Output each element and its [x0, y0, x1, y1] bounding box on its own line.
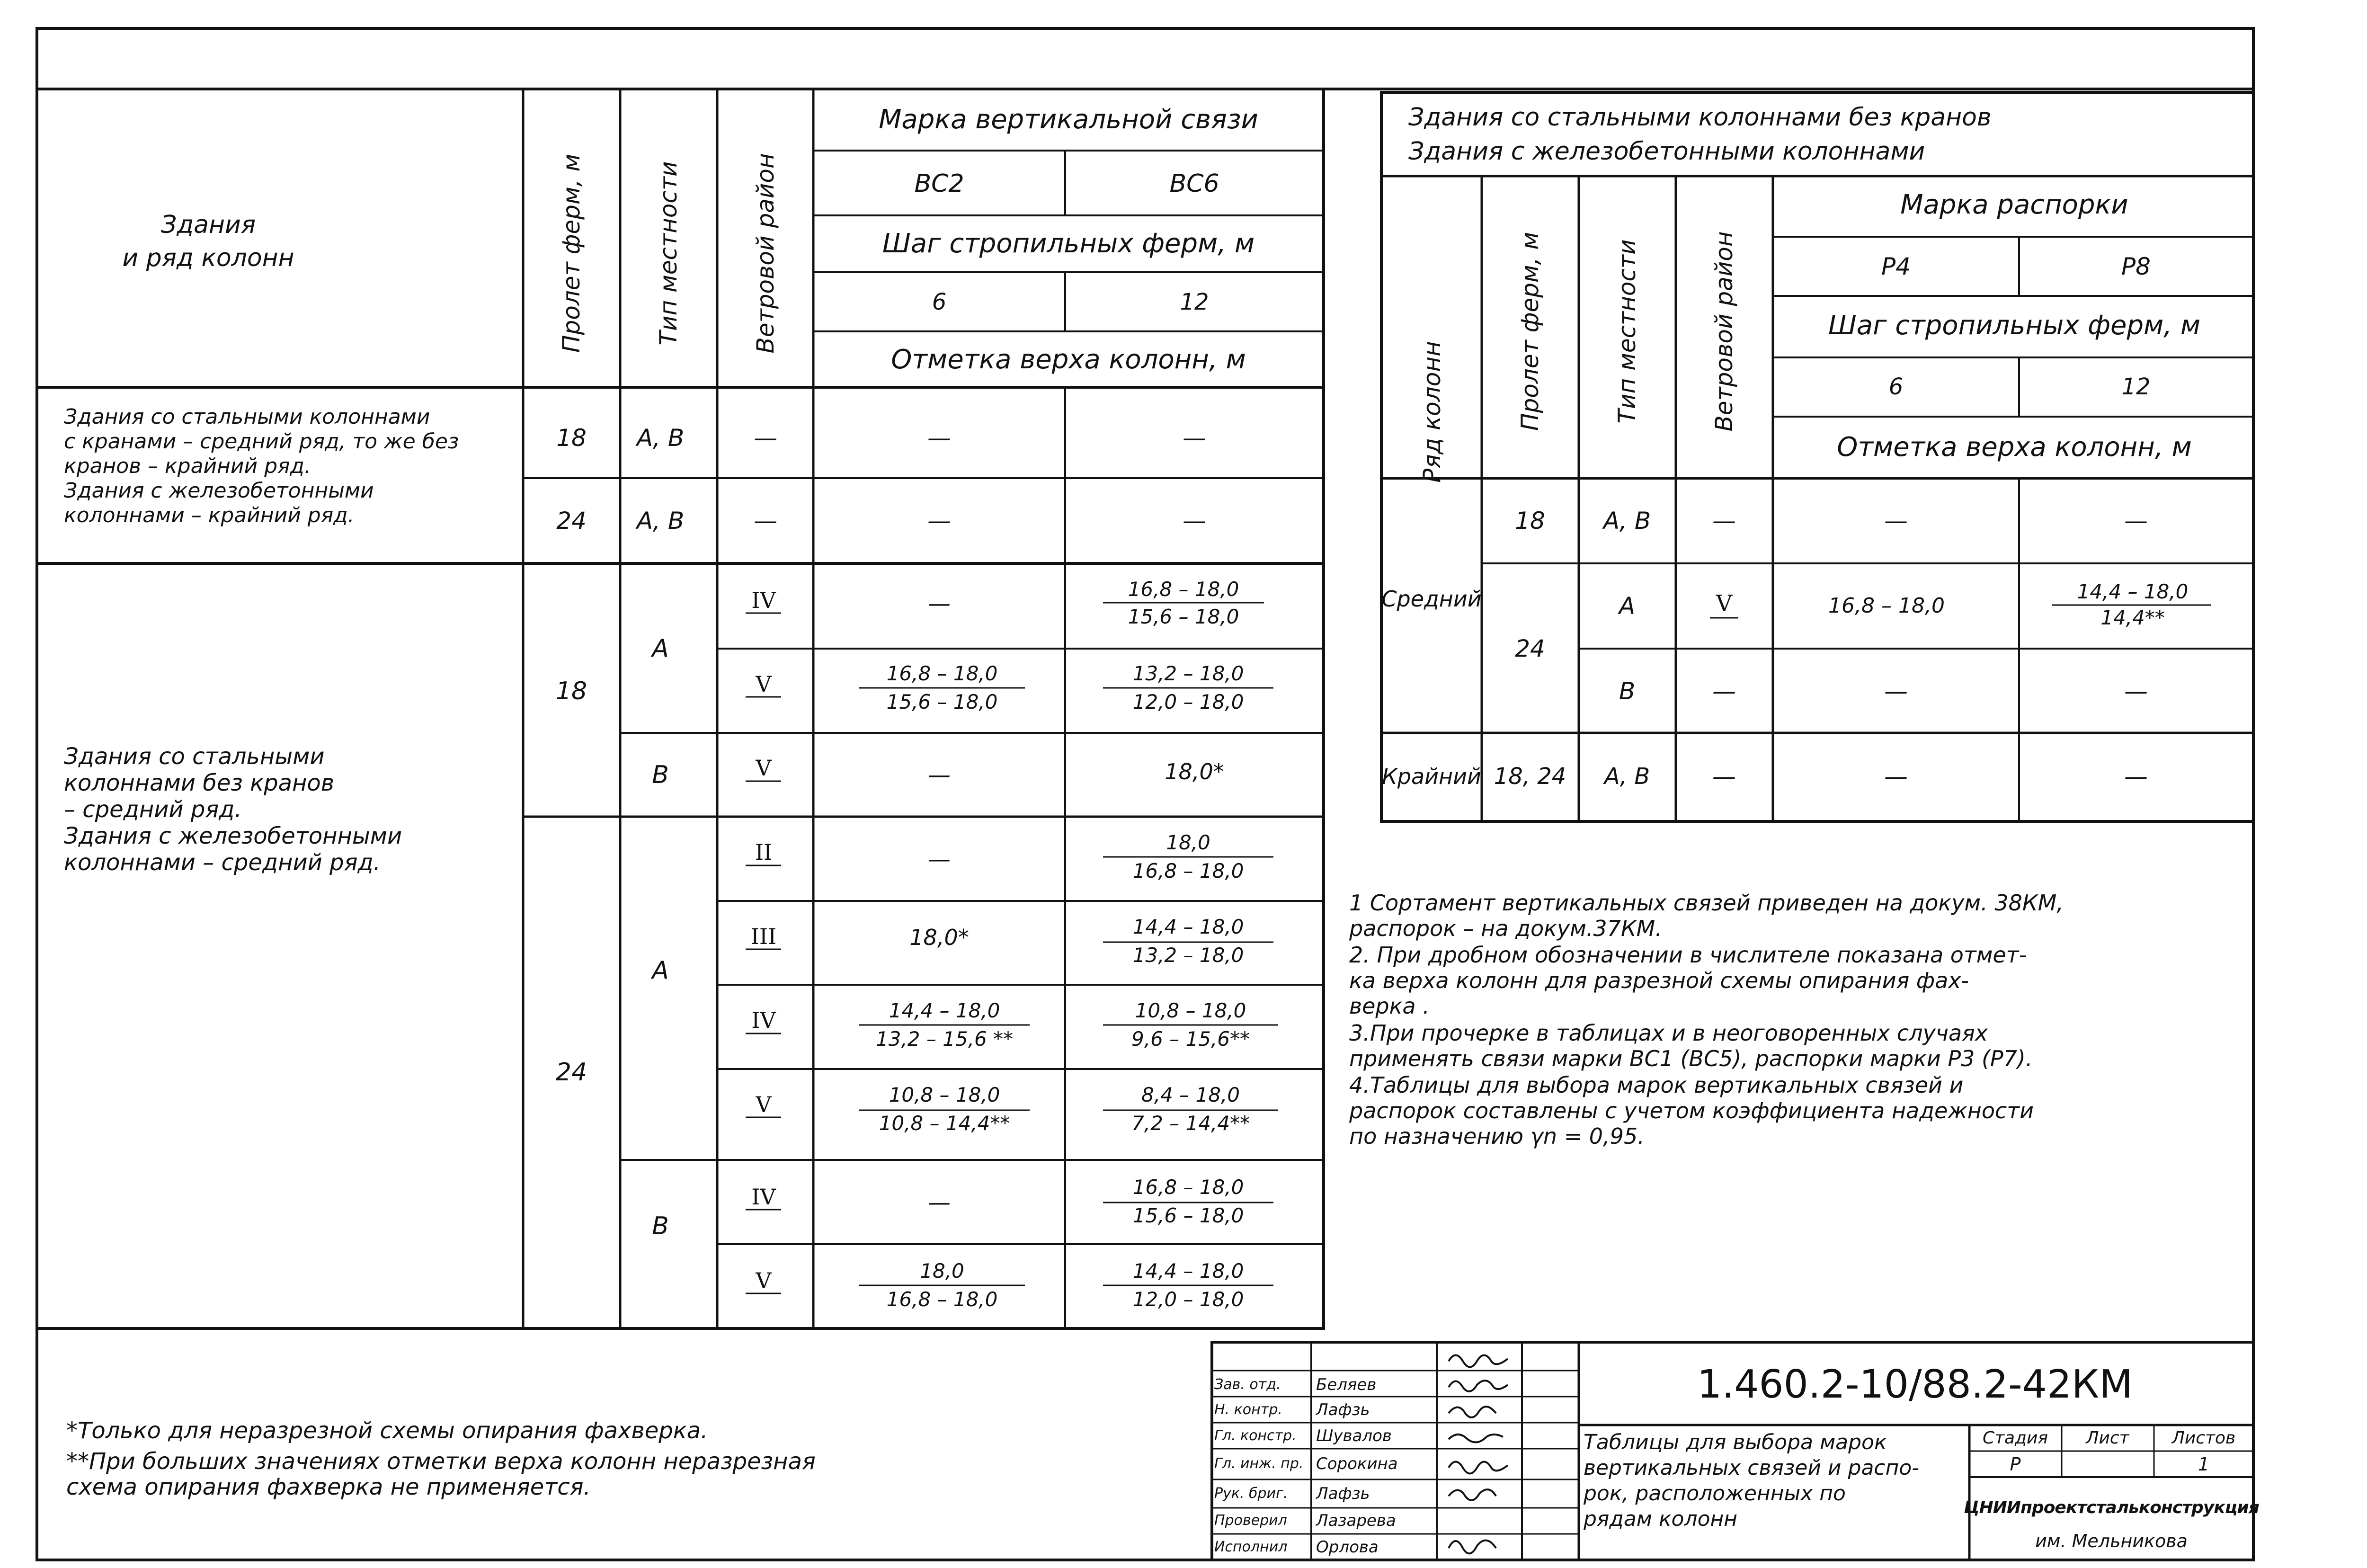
- rt-r3-a4: —: [1884, 677, 1908, 705]
- rt-r1-a8: —: [2124, 507, 2148, 535]
- g1-terrain-1: А, В: [636, 424, 685, 452]
- rt-strut-brand: Марка распорки: [1900, 189, 2128, 220]
- header-bs6: ВС6: [1169, 169, 1219, 198]
- note-4: 4.Таблицы для выбора марок вертикальных связей и распорок составлены с учетом коэффициента надежности по назначению γn = 0,95.: [1349, 1072, 2034, 1149]
- g2-terrain-b-18: В: [652, 761, 669, 789]
- row1-bs6-num: 13,2 – 18,0: [1132, 662, 1244, 685]
- row5-bs6-den: 9,6 – 15,6**: [1131, 1027, 1250, 1051]
- rt-r1-wind: —: [1712, 507, 1736, 535]
- note-3: 3.При прочерке в таблицах и в неоговоренных случаях применять связи марки ВС1 (ВС5), распорки марки Р3 (Р7).: [1349, 1020, 2033, 1071]
- g1-span-18: 18: [556, 424, 587, 452]
- row4-wind: III: [750, 924, 777, 949]
- stamp-name-2: Шувалов: [1316, 1426, 1392, 1445]
- header-wind: Ветровой район: [752, 153, 779, 354]
- row1-wind: V: [756, 671, 772, 697]
- header-truss-step: Шаг стропильных ферм, м: [882, 228, 1255, 259]
- rt-r2-a4: 16,8 – 18,0: [1828, 594, 1945, 618]
- header-step6: 6: [932, 289, 947, 315]
- row1-bs2-num: 16,8 – 18,0: [886, 662, 998, 685]
- stamp-name-4: Лафзь: [1316, 1484, 1370, 1503]
- row1-bs6-den: 12,0 – 18,0: [1132, 690, 1244, 713]
- g2-span-24: 24: [555, 1058, 587, 1087]
- row4-bs6-num: 14,4 – 18,0: [1132, 915, 1244, 938]
- footnote-1: *Только для неразрезной схемы опирания фахверка.: [66, 1417, 708, 1444]
- row5-bs2-num: 14,4 – 18,0: [889, 999, 1000, 1022]
- stamp-stage-label: Стадия: [1982, 1428, 2048, 1448]
- stamp-org-line2: им. Мельникова: [2035, 1531, 2188, 1551]
- row2-wind: V: [756, 755, 772, 781]
- g2-terrain-b-24: В: [652, 1212, 669, 1240]
- rt-a8: Р8: [2121, 253, 2151, 280]
- rt-row-middle: Средний: [1381, 586, 1482, 612]
- row8-wind: V: [756, 1268, 772, 1293]
- note-1: 1 Сортамент вертикальных связей приведен на докум. 38КМ, распорок – на докум.37КМ.: [1349, 890, 2064, 941]
- stamp-role-1: Н. контр.: [1214, 1401, 1282, 1418]
- header-step12: 12: [1180, 289, 1209, 315]
- rt-truss-step: Шаг стропильных ферм, м: [1828, 310, 2201, 341]
- rt-step6: 6: [1888, 374, 1904, 400]
- row6-bs2-num: 10,8 – 18,0: [889, 1083, 1000, 1106]
- rt-title-line1: Здания со стальными колоннами без кранов: [1408, 103, 1992, 132]
- rt-r2-span: 24: [1515, 635, 1545, 662]
- signature-scribbles: [1449, 1355, 1508, 1554]
- rt-r3-a8: —: [2124, 677, 2148, 705]
- row7-bs6-den: 15,6 – 18,0: [1132, 1204, 1244, 1227]
- stamp-role-0: Зав. отд.: [1214, 1376, 1281, 1393]
- stamp-org-line1: ЦНИИпроектстальконструкция: [1964, 1498, 2259, 1517]
- row2-bs2: —: [928, 762, 951, 788]
- row0-wind: IV: [751, 588, 776, 613]
- rt-title-line2: Здания с железобетонными колоннами: [1408, 137, 1925, 166]
- header-buildings-line1: Здания: [160, 211, 256, 239]
- g1-bs2-1: —: [927, 424, 951, 452]
- header-terrain: Тип местности: [655, 161, 682, 346]
- row4-bs6-den: 13,2 – 18,0: [1132, 944, 1244, 967]
- rt-col-wind: Ветровой район: [1710, 231, 1738, 432]
- header-bs2: ВС2: [914, 169, 964, 198]
- stamp-sheets-label: Листов: [2171, 1428, 2236, 1448]
- stamp-title: Таблицы для выбора марок вертикальных связей и распо- рок, расположенных по рядам колонн: [1584, 1430, 1920, 1531]
- stamp-name-5: Лазарева: [1316, 1511, 1396, 1530]
- rt-r4-span: 18, 24: [1494, 763, 1566, 790]
- rt-r4-wind: —: [1712, 763, 1736, 790]
- stamp-role-6: Исполнил: [1214, 1539, 1288, 1555]
- stamp-name-3: Сорокина: [1316, 1454, 1398, 1473]
- g1-bs6-1: —: [1183, 424, 1206, 452]
- rt-r4-a4: —: [1884, 763, 1908, 790]
- row6-bs6-num: 8,4 – 18,0: [1141, 1083, 1240, 1106]
- stamp-role-3: Гл. инж. пр.: [1214, 1455, 1304, 1472]
- row8-bs6-den: 12,0 – 18,0: [1132, 1288, 1244, 1311]
- row8-bs6-num: 14,4 – 18,0: [1132, 1259, 1244, 1283]
- g1-terrain-2: А, В: [636, 507, 685, 535]
- stamp-name-0: Беляев: [1316, 1375, 1377, 1394]
- rt-r2-terrain: А: [1619, 592, 1636, 620]
- row7-bs2: —: [928, 1189, 951, 1216]
- rt-r4-a8: —: [2124, 763, 2148, 790]
- row7-bs6-num: 16,8 – 18,0: [1132, 1176, 1244, 1199]
- row8-bs2-num: 18,0: [920, 1259, 964, 1283]
- g1-span-24: 24: [556, 507, 587, 535]
- rt-r2-a8-num: 14,4 – 18,0: [2077, 580, 2189, 603]
- row3-wind: II: [755, 839, 773, 865]
- row5-bs6-num: 10,8 – 18,0: [1135, 999, 1246, 1022]
- g1-wind-2: —: [754, 507, 777, 535]
- row6-wind: V: [756, 1092, 772, 1117]
- rt-r1-terrain: А, В: [1603, 507, 1651, 535]
- stamp-sheet-label: Лист: [2086, 1428, 2129, 1448]
- g1-bs2-2: —: [927, 507, 951, 535]
- rt-row-edge: Крайний: [1382, 764, 1481, 789]
- stamp-name-1: Лафзь: [1316, 1400, 1370, 1419]
- rt-r1-span: 18: [1515, 507, 1545, 535]
- g2-terrain-a-18: А: [652, 634, 669, 663]
- g1-bs6-2: —: [1183, 507, 1206, 535]
- rt-r2-wind: V: [1716, 590, 1733, 617]
- group2-description: Здания со стальными колоннами без кранов – средний ряд. Здания с железобетонными колоннами – средний ряд.: [64, 743, 402, 876]
- header-top-mark: Отметка верха колонн, м: [891, 344, 1246, 375]
- rt-col-row: Ряд колонн: [1418, 341, 1446, 483]
- stamp-role-5: Проверил: [1214, 1512, 1287, 1529]
- stamp-stage: Р: [2010, 1454, 2021, 1475]
- row7-wind: IV: [751, 1184, 776, 1210]
- g2-span-18: 18: [555, 677, 587, 705]
- rt-r1-a4: —: [1884, 507, 1908, 535]
- header-brace-brand: Марка вертикальной связи: [879, 104, 1258, 135]
- stamp-role-2: Гл. констр.: [1214, 1427, 1297, 1444]
- stamp-role-4: Рук. бриг.: [1214, 1485, 1288, 1502]
- row4-bs2: 18,0*: [909, 925, 969, 950]
- header-buildings-line2: и ряд колонн: [122, 244, 294, 272]
- rt-a4: Р4: [1881, 253, 1911, 280]
- rt-top-mark: Отметка верха колонн, м: [1837, 432, 2192, 463]
- g2-terrain-a-24: А: [652, 956, 669, 985]
- rt-r3-terrain: В: [1619, 677, 1636, 705]
- rt-col-span: Пролет ферм, м: [1516, 232, 1544, 431]
- stamp-sheets: 1: [2198, 1454, 2210, 1475]
- row0-bs6-den: 15,6 – 18,0: [1128, 605, 1239, 628]
- row6-bs6-den: 7,2 – 14,4**: [1131, 1112, 1250, 1135]
- group1-description: Здания со стальными колоннами с кранами – средний ряд, то же без кранов – крайний ряд. Здания с железобетонными колоннами – крайний ряд.: [64, 405, 459, 527]
- rt-step12: 12: [2121, 374, 2151, 400]
- rt-col-terrain: Тип местности: [1613, 239, 1641, 424]
- stamp-name-6: Орлова: [1316, 1538, 1379, 1557]
- note-2: 2. При дробном обозначении в числителе показана отмет- ка верха колонн для разрезной схемы опирания фах- верка .: [1349, 942, 2027, 1019]
- row3-bs6-den: 16,8 – 18,0: [1132, 859, 1244, 882]
- row5-bs2-den: 13,2 – 15,6 **: [875, 1027, 1014, 1051]
- row0-bs6-num: 16,8 – 18,0: [1128, 578, 1239, 601]
- row3-bs6-num: 18,0: [1166, 831, 1210, 854]
- row8-bs2-den: 16,8 – 18,0: [886, 1288, 998, 1311]
- rt-r4-terrain: А, В: [1604, 763, 1650, 790]
- row2-bs6: 18,0*: [1165, 759, 1224, 784]
- row3-bs2: —: [928, 846, 951, 873]
- footnote-2: **При больших значениях отметки верха колонн неразрезная схема опирания фахверка не применяется.: [66, 1448, 816, 1500]
- g1-wind-1: —: [754, 424, 777, 452]
- row1-bs2-den: 15,6 – 18,0: [886, 690, 998, 713]
- rt-r2-a8-den: 14,4**: [2100, 606, 2165, 629]
- rt-r3-wind: —: [1712, 677, 1736, 705]
- stamp-doc-code: 1.460.2-10/88.2-42КМ: [1697, 1362, 2133, 1407]
- row6-bs2-den: 10,8 – 14,4**: [879, 1112, 1010, 1135]
- header-span: Пролет ферм, м: [558, 153, 585, 353]
- row5-wind: IV: [751, 1007, 776, 1033]
- row0-bs2: —: [928, 590, 951, 617]
